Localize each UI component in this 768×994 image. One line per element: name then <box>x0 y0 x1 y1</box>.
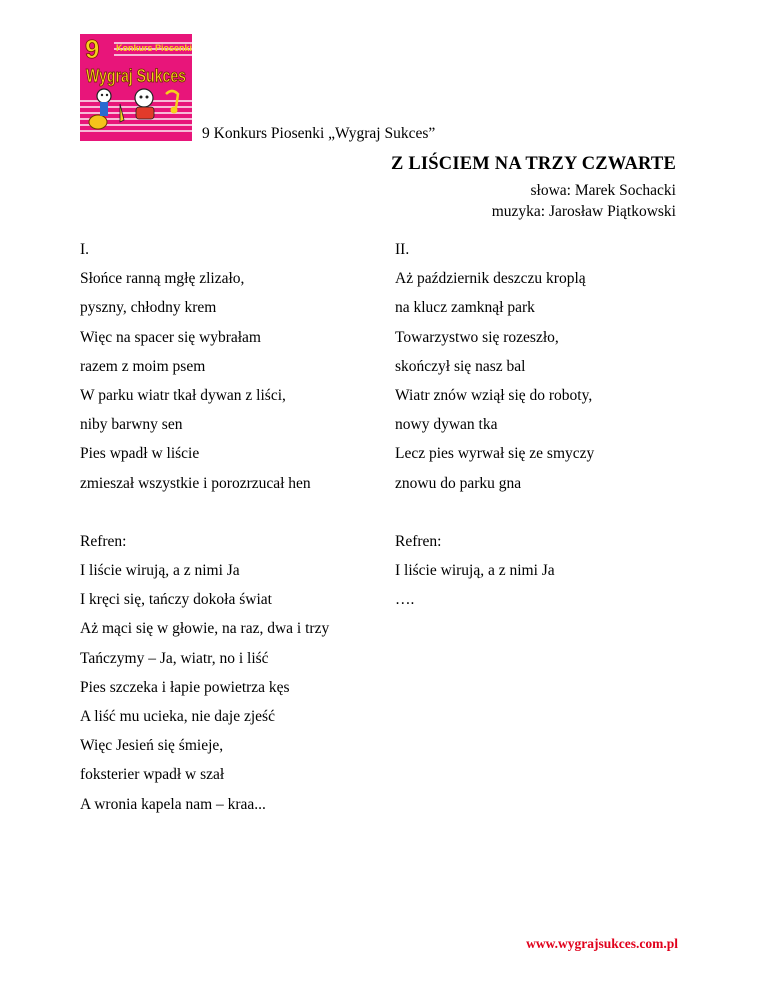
lyric-line: Towarzystwo się rozeszło, <box>395 328 559 346</box>
lyric-line: I liście wirują, a z nimi Ja <box>395 562 555 580</box>
lyric-line: Lecz pies wyrwał się ze smyczy <box>395 445 595 463</box>
lyric-line: na klucz zamknął park <box>395 299 535 317</box>
lyric-line: Więc na spacer się wybrałam <box>80 328 261 346</box>
lyric-line: Więc Jesień się śmieje, <box>80 737 224 755</box>
lyric-line: zmieszał wszystkie i porozrzucał hen <box>80 474 311 492</box>
logo-small-text: Konkurs Piosenki <box>116 43 193 53</box>
lyric-line: I kręci się, tańczy dokoła świat <box>80 591 272 609</box>
lyric-line: II. <box>395 241 410 258</box>
contest-name: 9 Konkurs Piosenki „Wygraj Sukces” <box>202 125 436 142</box>
lyric-line: Słońce ranną mgłę zlizało, <box>80 270 245 288</box>
verse-column-right <box>395 240 695 619</box>
blank-line <box>80 503 380 532</box>
lyric-line: pyszny, chłodny krem <box>80 299 217 317</box>
logo-graphic <box>80 34 192 141</box>
lyric-line: Pies wpadł w liście <box>80 445 200 463</box>
song-credits <box>492 180 676 222</box>
lyric-line: I. <box>80 241 90 258</box>
lyrics-credit: słowa: Marek Sochacki <box>530 182 676 199</box>
lyric-line: Tańczymy – Ja, wiatr, no i liść <box>80 649 269 667</box>
lyric-line: A liść mu ucieka, nie daje zjeść <box>80 708 275 725</box>
blank-line <box>395 503 695 532</box>
lyric-line: niby barwny sen <box>80 416 183 434</box>
lyric-line: I liście wirują, a z nimi Ja <box>80 562 240 580</box>
refrain-label: Refren: <box>80 532 127 550</box>
lyric-line: …. <box>395 591 415 609</box>
lyric-line: Wiatr znów wziął się do roboty, <box>395 386 593 404</box>
lyric-line: W parku wiatr tkał dywan z liści, <box>80 386 286 404</box>
lyric-line: skończył się nasz bal <box>395 357 526 375</box>
contest-logo <box>80 34 192 141</box>
lyric-line: A wronia kapela nam – kraa... <box>80 795 266 813</box>
logo-big-text: Wygraj Sukces <box>86 66 186 86</box>
lyric-line: foksterier wpadł w szał <box>80 766 225 784</box>
lyric-line: Pies szczeka i łapie powietrza kęs <box>80 678 290 696</box>
song-title: Z LIŚCIEM NA TRZY CZWARTE <box>390 154 676 174</box>
lyric-line: znowu do parku gna <box>395 474 522 492</box>
lyric-line: nowy dywan tka <box>395 416 498 434</box>
website-link[interactable]: www.wygrajsukces.com.pl <box>526 936 678 951</box>
lyric-line: Aż mąci się w głowie, na raz, dwa i trzy <box>80 620 330 638</box>
verse-column-left <box>80 240 380 824</box>
lyric-line: razem z moim psem <box>80 357 206 375</box>
music-credit: muzyka: Jarosław Piątkowski <box>491 203 676 220</box>
logo-number: 9 <box>85 34 100 64</box>
refrain-label: Refren: <box>395 532 442 550</box>
lyric-line: Aż październik deszczu kroplą <box>395 270 586 288</box>
